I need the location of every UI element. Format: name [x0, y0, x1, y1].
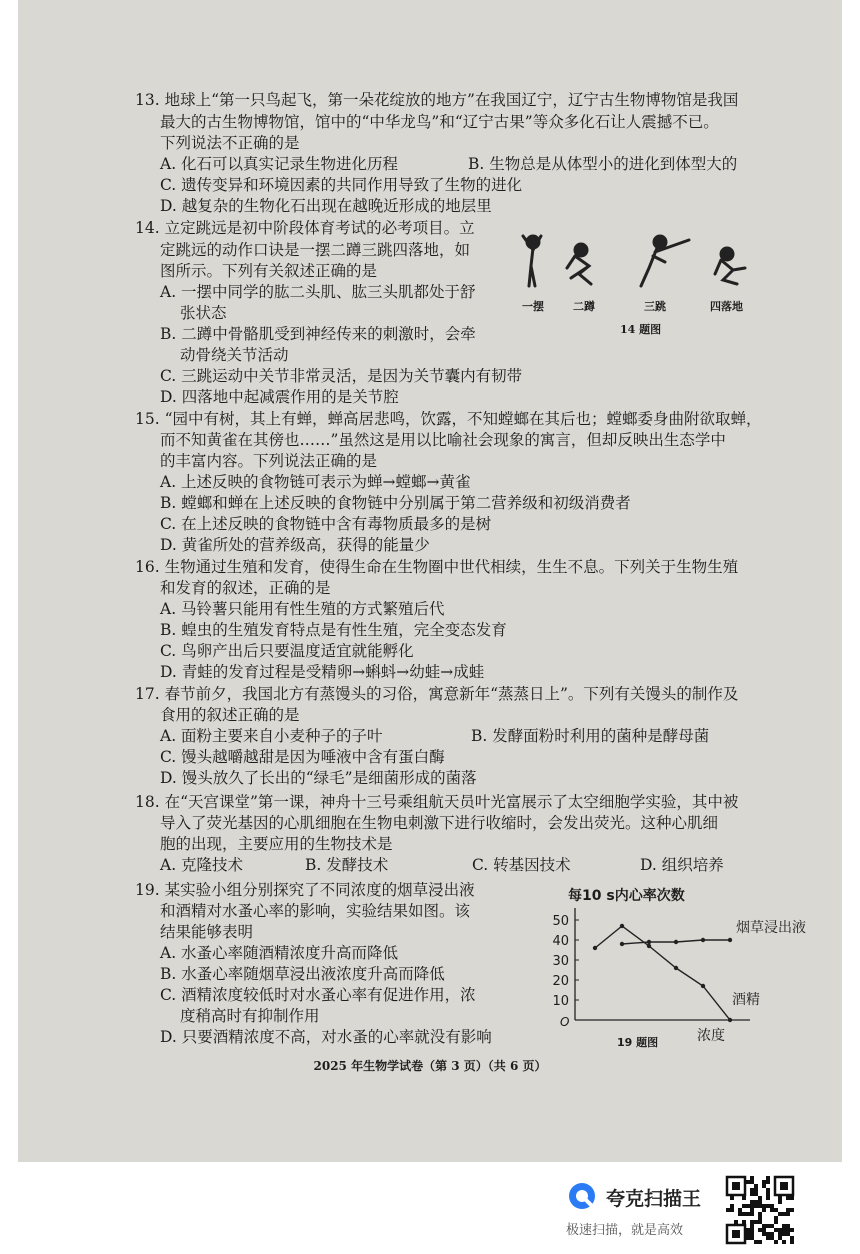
q17-option-c: C. 馒头越嚼越甜是因为唾液中含有蛋白酶 [160, 748, 445, 766]
q17-option-b: B. 发酵面粉时利用的菌种是酵母菌 [471, 727, 710, 745]
long-jump-figure [505, 228, 775, 303]
q13-line-3: 下列说法不正确的是 [160, 134, 300, 152]
q19-option-c: C. 酒精浓度较低时对水蚤心率有促进作用，浓 [160, 986, 476, 1004]
page-footer: 2025 年生物学试卷（第 3 页）（共 6 页） [313, 1059, 547, 1073]
chart-data-point [701, 984, 705, 988]
chart-caption: 19 题图 [617, 1036, 659, 1049]
chart-data-point [728, 1018, 732, 1022]
chart-data-point [674, 940, 678, 944]
chart-y-tick-label: 40 [552, 934, 569, 949]
q14-option-a: A. 一摆中同学的肱二头肌、肱三头肌都处于舒 [160, 283, 476, 301]
brand-slogan: 极速扫描，就是高效 [566, 1223, 684, 1238]
q18-line-2: 导入了荧光基因的心肌细胞在生物电刺激下进行收缩时，会发出荧光。这种心肌细 [160, 814, 719, 832]
chart-y-tick-label: 50 [552, 914, 569, 929]
q19-line-3: 结果能够表明 [160, 923, 254, 941]
chart-data-point [620, 924, 624, 928]
q18-line-3: 胞的出现，主要应用的生物技术是 [160, 835, 393, 853]
q17-option-d: D. 馒头放久了长出的“绿毛”是细菌形成的菌落 [160, 769, 477, 787]
figure-label-squat: 二蹲 [573, 300, 595, 313]
chart-data-point [728, 938, 732, 942]
q14-option-b-cont: 动骨绕关节活动 [180, 346, 289, 364]
q15-option-a: A. 上述反映的食物链可表示为蝉→螳螂→黄雀 [160, 473, 471, 491]
chart-data-point [674, 966, 678, 970]
figure-label-land: 四落地 [710, 300, 743, 313]
q17-option-a: A. 面粉主要来自小麦种子的子叶 [160, 727, 383, 745]
q18-option-c: C. 转基因技术 [472, 856, 571, 874]
q19-option-d: D. 只要酒精浓度不高，对水蚤的心率就没有影响 [160, 1028, 492, 1046]
heart-rate-chart [540, 882, 806, 1052]
q16-line-1: 16. 生物通过生殖和发育，使得生命在生物圈中世代相续，生生不息。下列关于生物生殖 [135, 558, 739, 576]
figure-label-swing: 一摆 [522, 300, 544, 313]
qr-code-icon [726, 1176, 794, 1244]
q15-option-d: D. 黄雀所处的营养级高，获得的能量少 [160, 536, 430, 554]
chart-series-label: 烟草浸出液 [736, 920, 806, 936]
figure-label-jump: 三跳 [644, 300, 666, 313]
q14-option-a-cont: 张状态 [180, 304, 227, 322]
chart-data-point [647, 944, 651, 948]
q18-option-b: B. 发酵技术 [305, 856, 389, 874]
chart-data-point [620, 942, 624, 946]
q16-option-b: B. 蝗虫的生殖发育特点是有性生殖，完全变态发育 [160, 621, 507, 639]
q15-option-b: B. 螳螂和蝉在上述反映的食物链中分别属于第二营养级和初级消费者 [160, 494, 631, 512]
q13-option-c: C. 遗传变异和环境因素的共同作用导致了生物的进化 [160, 176, 523, 194]
q17-line-2: 食用的叙述正确的是 [160, 706, 300, 724]
chart-data-point [593, 946, 597, 950]
q15-line-3: 的丰富内容。下列说法正确的是 [160, 452, 378, 470]
q17-line-1: 17. 春节前夕，我国北方有蒸馒头的习俗，寓意新年“蒸蒸日上”。下列有关馒头的制作及 [135, 685, 739, 703]
chart-ylabel: 每10 s内心率次数 [568, 888, 685, 904]
q19-option-c-cont: 度稍高时有抑制作用 [180, 1007, 320, 1025]
q13-option-b: B. 生物总是从体型小的进化到体型大的 [468, 155, 738, 173]
brand-name: 夸克扫描王 [606, 1188, 702, 1210]
q14-option-d: D. 四落地中起减震作用的是关节腔 [160, 388, 399, 406]
q16-option-c: C. 鸟卵产出后只要温度适宜就能孵化 [160, 642, 414, 660]
q15-line-1: 15. “园中有树，其上有蝉，蝉高居悲鸣，饮露，不知螳螂在其后也；螳螂委身曲附欲取蝉， [135, 410, 762, 428]
q14-line-2: 定跳远的动作口诀是一摆二蹲三跳四落地，如 [160, 241, 471, 259]
chart-origin: O [560, 1015, 570, 1029]
q14-option-b: B. 二蹲中骨骼肌受到神经传来的刺激时，会牵 [160, 325, 476, 343]
q13-option-d: D. 越复杂的生物化石出现在越晚近形成的地层里 [160, 197, 492, 215]
q13-line-2: 最大的古生物博物馆，馆中的“中华龙鸟”和“辽宁古果”等众多化石让人震撼不已。 [160, 113, 719, 131]
q18-line-1: 18. 在“天宫课堂”第一课，神舟十三号乘组航天员叶光富展示了太空细胞学实验，其中被 [135, 793, 739, 811]
q19-line-2: 和酒精对水蚤心率的影响，实验结果如图。该 [160, 902, 471, 920]
chart-data-point [647, 940, 651, 944]
chart-xlabel: 浓度 [697, 1028, 725, 1044]
q14-line-3: 图所示。下列有关叙述正确的是 [160, 262, 378, 280]
q15-line-2: 而不知黄雀在其傍也……”虽然这是用以比喻社会现象的寓言，但却反映出生态学中 [160, 431, 726, 449]
chart-y-tick-label: 20 [552, 974, 569, 989]
q19-option-b: B. 水蚤心率随烟草浸出液浓度升高而降低 [160, 965, 445, 983]
q18-option-d: D. 组织培养 [640, 856, 724, 874]
chart-series-label: 酒精 [732, 992, 760, 1008]
q14-option-c: C. 三跳运动中关节非常灵活，是因为关节囊内有韧带 [160, 367, 523, 385]
figure-14-caption: 14 题图 [620, 323, 662, 336]
q16-option-a: A. 马铃薯只能用有性生殖的方式繁殖后代 [160, 600, 445, 618]
quark-logo-icon [566, 1180, 598, 1212]
q13-option-a: A. 化石可以真实记录生物进化历程 [160, 155, 399, 173]
q13-line-1: 13. 地球上“第一只鸟起飞，第一朵花绽放的地方”在我国辽宁，辽宁古生物博物馆是我国 [135, 91, 739, 109]
chart-data-point [701, 938, 705, 942]
q16-option-d: D. 青蛙的发育过程是受精卵→蝌蚪→幼蛙→成蛙 [160, 663, 485, 681]
q19-line-1: 19. 某实验小组分别探究了不同浓度的烟草浸出液 [135, 881, 475, 899]
q16-line-2: 和发育的叙述，正确的是 [160, 579, 331, 597]
chart-y-tick-label: 30 [552, 954, 569, 969]
q15-option-c: C. 在上述反映的食物链中含有毒物质最多的是树 [160, 515, 492, 533]
q18-option-a: A. 克隆技术 [160, 856, 244, 874]
chart-y-tick-label: 10 [552, 994, 569, 1009]
q19-option-a: A. 水蚤心率随酒精浓度升高而降低 [160, 944, 399, 962]
q14-line-1: 14. 立定跳远是初中阶段体育考试的必考项目。立 [135, 219, 475, 237]
